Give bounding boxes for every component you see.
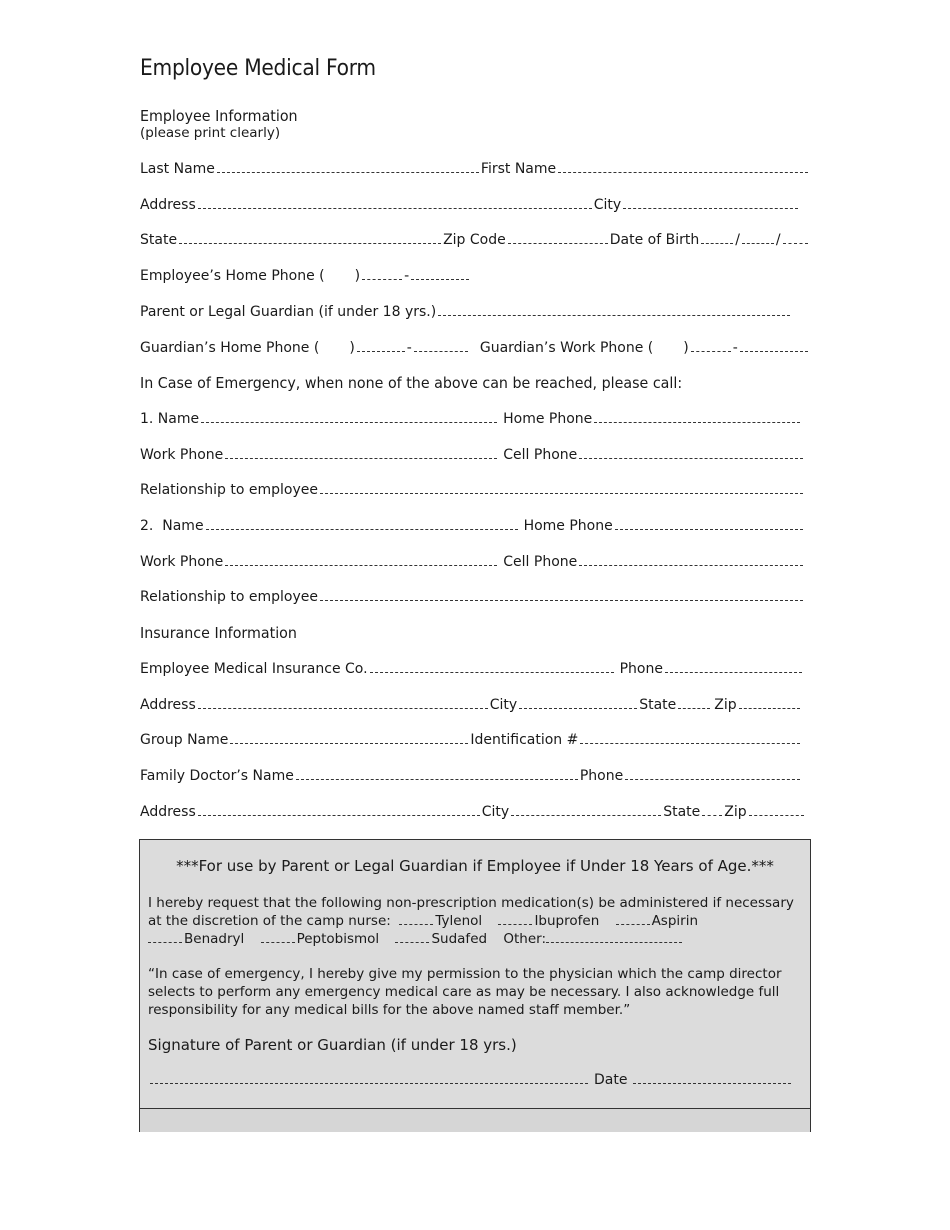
dob-year-field[interactable] [783,231,808,244]
guardian-phone-row [140,339,810,356]
group-row [140,731,802,748]
contact1-home-phone-label: Home Phone [503,411,593,427]
state-field[interactable] [179,231,441,244]
group-name-field[interactable] [230,731,468,744]
state-row [140,231,810,248]
home-phone-row [140,267,810,284]
insurance-state-field[interactable] [678,696,710,709]
group-name-label: Group Name [140,732,229,748]
phone-dash: - [406,340,412,356]
contact2-work-phone-field[interactable] [225,553,497,566]
med-checkbox[interactable] [148,931,182,943]
contact2-relationship-label: Relationship to employee [140,589,319,605]
insurance-company-row [140,660,804,677]
contact1-work-phone-label: Work Phone [140,447,224,463]
emergency-heading: In Case of Emergency, when none of the above can be reached, please call: [140,374,683,392]
contact2-cell-phone-field[interactable] [579,553,803,566]
doctor-address-label: Address [140,804,196,820]
doctor-city-field[interactable] [511,803,661,816]
doctor-row [140,767,802,784]
insurance-heading: Insurance Information [140,624,297,642]
doctor-phone-field[interactable] [625,767,800,780]
doctor-state-label: State [663,804,701,820]
address-label: Address [140,197,196,213]
contact1-cell-phone-label: Cell Phone [503,447,578,463]
doctor-address-field[interactable] [198,803,480,816]
medication-request [148,894,803,948]
contact2-name-row [140,517,805,534]
paren-close: ) [683,340,689,356]
home-phone-prefix-field[interactable] [362,267,402,280]
med-benadryl[interactable] [148,930,244,948]
med-checkbox[interactable] [399,913,433,925]
doctor-state-field[interactable] [702,803,722,816]
other-field[interactable] [546,931,682,943]
med-label: Peptobismol [296,931,380,947]
signature-row [148,1071,793,1088]
city-label: City [593,197,622,213]
guardian-work-line-field[interactable] [740,339,808,352]
identification-field[interactable] [580,731,800,744]
med-ibuprofen[interactable] [498,912,599,930]
med-other[interactable] [503,930,684,948]
insurance-state-label: State [639,697,677,713]
med-peptobismol[interactable] [261,930,380,948]
med-tylenol[interactable] [399,912,482,930]
insurance-address-field[interactable] [198,696,488,709]
doctor-name-label: Family Doctor’s Name [140,768,294,784]
insurance-zip-field[interactable] [739,696,800,709]
contact2-home-phone-field[interactable] [615,517,803,530]
guardian-work-prefix-field[interactable] [691,339,731,352]
box-footer-strip [140,1108,810,1132]
state-label: State [140,232,178,248]
contact2-name-field[interactable] [206,517,518,530]
address-row [140,196,800,213]
guardian-home-phone-label: Guardian’s Home Phone ( [140,340,320,356]
date-label: Date [594,1072,628,1088]
paren-close: ) [349,340,355,356]
home-phone-line-field[interactable] [411,267,469,280]
dob-separator: / [735,232,740,248]
med-checkbox[interactable] [261,931,295,943]
guardian-row [140,303,792,320]
contact2-cell-phone-label: Cell Phone [503,554,578,570]
signature-field[interactable] [150,1071,588,1084]
insurance-city-label: City [489,697,518,713]
doctor-zip-label: Zip [724,804,747,820]
doctor-name-field[interactable] [296,767,578,780]
contact2-name-label: 2. Name [140,518,204,534]
contact2-work-phone-label: Work Phone [140,554,224,570]
insurance-city-field[interactable] [519,696,637,709]
first-name-label: First Name [480,161,557,177]
last-name-label: Last Name [140,161,215,177]
doctor-phone-label: Phone [579,768,624,784]
med-sudafed[interactable] [395,930,487,948]
doctor-zip-field[interactable] [749,803,804,816]
insurance-phone-field[interactable] [665,660,802,673]
contact1-relationship-row [140,481,805,498]
dob-separator: / [775,232,781,248]
address-field[interactable] [198,196,592,209]
contact2-relationship-row [140,588,805,605]
contact2-relationship-field[interactable] [320,588,803,601]
dob-month-field[interactable] [701,231,733,244]
paren-close: ) [354,268,361,284]
contact1-relationship-field[interactable] [320,481,803,494]
city-field[interactable] [623,196,798,209]
contact1-name-row [140,410,802,427]
med-label: Tylenol [435,913,483,929]
med-label: Sudafed [431,931,488,947]
phone-dash: - [404,268,410,284]
date-field[interactable] [633,1071,791,1084]
insurance-address-row [140,696,802,713]
first-name-field[interactable] [558,160,808,173]
insurance-zip-label: Zip [714,697,737,713]
guardian-home-line-field[interactable] [414,339,468,352]
signature-label: Signature of Parent or Guardian (if under 18 yrs.) [148,1036,517,1054]
contact1-relationship-label: Relationship to employee [140,482,319,498]
doctor-address-row [140,803,806,820]
employee-info-heading: Employee Information [140,107,298,125]
guardian-label: Parent or Legal Guardian (if under 18 yrs.) [140,304,437,320]
guardian-consent-box [139,839,811,1132]
name-row [140,160,810,177]
med-aspirin[interactable] [616,912,698,930]
permission-text: “In case of emergency, I hereby give my permission to the physician which the camp director selects to perform any emergency medical care as may be necessary. I also acknowledge full responsibility for any medical bills for the above named staff member.” [148,966,782,1018]
dob-label: Date of Birth [609,232,700,248]
guardian-box-heading: ***For use by Parent or Legal Guardian if Employee if Under 18 Years of Age.*** [176,857,774,875]
med-checkbox[interactable] [616,913,650,925]
identification-label: Identification # [470,732,579,748]
doctor-city-label: City [481,804,510,820]
contact2-phone-row [140,553,805,570]
contact1-home-phone-field[interactable] [594,410,800,423]
contact1-name-label: 1. Name [140,411,200,427]
insurance-phone-label: Phone [619,661,663,677]
med-label: Ibuprofen [534,913,600,929]
insurance-company-field[interactable] [370,660,614,673]
guardian-field[interactable] [438,303,790,316]
insurance-address-label: Address [140,697,196,713]
contact2-home-phone-label: Home Phone [523,518,613,534]
contact1-name-field[interactable] [201,410,497,423]
dob-day-field[interactable] [742,231,774,244]
home-phone-label: Employee’s Home Phone ( [140,268,325,284]
guardian-home-prefix-field[interactable] [357,339,405,352]
med-label: Benadryl [184,931,245,947]
contact1-work-phone-field[interactable] [225,446,497,459]
page-title: Employee Medical Form [140,56,376,81]
med-label: Aspirin [651,913,699,929]
zip-label: Zip Code [443,232,506,248]
insurance-company-label: Employee Medical Insurance Co. [140,661,368,677]
zip-field[interactable] [508,231,608,244]
medication-request-text: I hereby request that the following non-prescription medication(s) be administered if necessary at the discretion of the camp nurse: [148,895,794,929]
other-label: Other: [503,931,547,947]
phone-dash: - [732,340,738,356]
last-name-field[interactable] [217,160,479,173]
contact1-phone-row [140,446,805,463]
med-checkbox[interactable] [498,913,532,925]
med-checkbox[interactable] [395,931,429,943]
guardian-work-phone-label: Guardian’s Work Phone ( [479,340,654,356]
print-note: (please print clearly) [140,125,281,141]
contact1-cell-phone-field[interactable] [579,446,803,459]
